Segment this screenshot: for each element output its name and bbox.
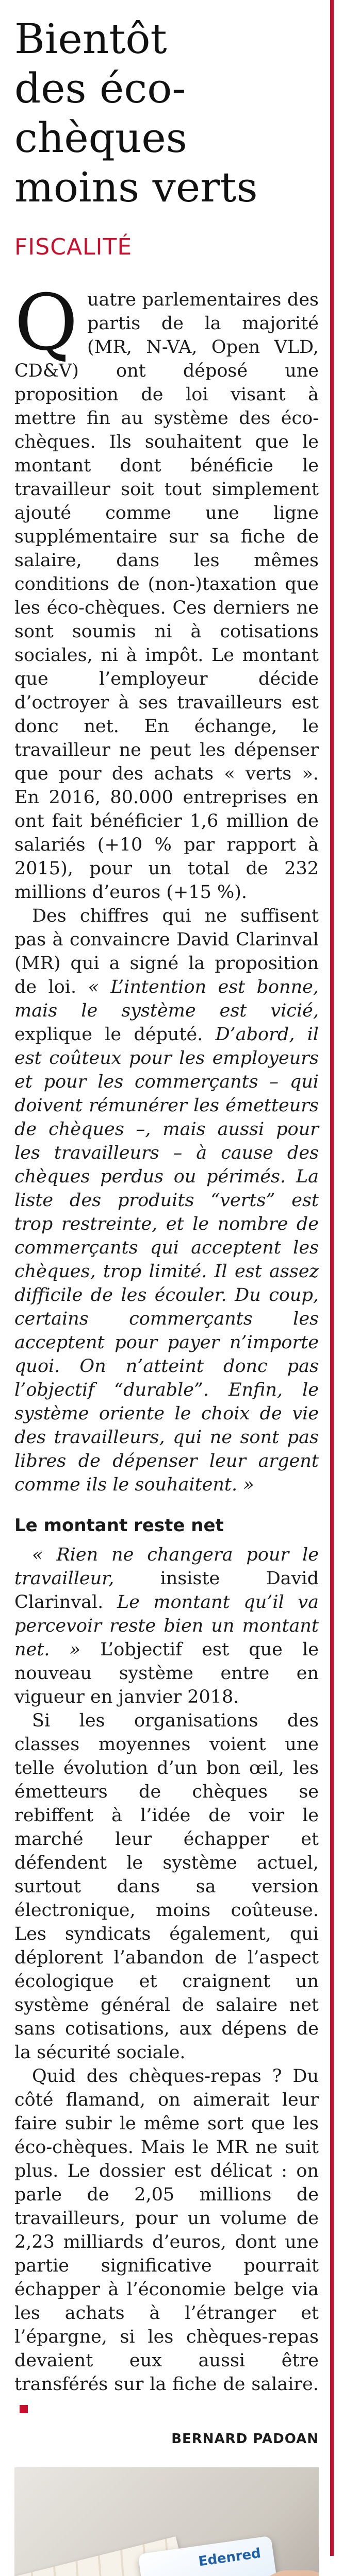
title-line: Bientôt [14,15,167,63]
drop-cap: Q [14,278,78,368]
end-mark [20,2405,28,2413]
quote-text: Le montant qu’il va percevoir reste bien un montant net. » [14,1592,319,1660]
quote-text: « L’intention est bonne, mais le système est vicié, [14,977,319,1021]
title-line: moins verts [14,163,258,211]
article-photo [14,2467,319,2576]
article-title [14,14,319,212]
paragraph-quote [14,904,319,1497]
quote-text: « Rien ne changera pour le travailleur, [14,1545,319,1589]
paragraph-text: uatre parlementaires des partis de la majorité (MR, N-VA, Open VLD, CD&V) ont déposé une proposition de loi visant à mettre fin au système des éco-chèques. Ils souhaitent que le montant dont bénéficie le travailleur soit tout simplement ajouté comme une ligne supplémentaire sur sa fiche de salaire, dans les mêmes conditions de (non-)taxation que les éco-chèques. Ces derniers ne sont soumis ni à cotisations sociales, ni à impôt. Le montant que l’employeur décide d’octroyer à ses travailleurs est donc net. En échange, le travailleur ne peut les dépenser que pour des achats « verts ». En 2016, 80.000 entreprises en ont fait bénéficier 1,6 million de salariés (+10 % par rapport à 2015), pour un total de 232 millions d’euros (+15 %). [14,290,319,903]
article-body [14,278,319,2420]
title-line: des éco-chèques [14,64,187,162]
paragraph-organisations: Si les organisations des classes moyennes voient une telle évolution d’un bon œil, les émetteurs de chèques se rebiffent à l’idée de voir le marché leur échapper et défendent le système actuel, surtout dans sa version électronique, moins coûteuse. Les syndicats également, qui déplorent l’abandon de l’aspect écologique et craignent un système général de salaire net sans cotisations, aux dépens de la sécurité sociale. [14,1710,319,2063]
article-column [14,14,319,2576]
paragraph-text: L’objectif est que le nouveau système entre en vigueur en janvier 2018. [14,1639,319,1707]
paragraph-text: insiste David Clarinval. [14,1568,319,1613]
paragraph-meal-vouchers [14,2064,319,2420]
section-kicker: FISCALITÉ [14,234,133,260]
paragraph-net [14,1543,319,1709]
quote-text: D’abord, il est coûteux pour les employeurs et pour les commerçants – qui doivent rémunérer les émetteurs de chèques –, mais aussi pour les travailleurs – à cause des chèques perdus ou périmés. La liste des produits “verts” est trop restreinte, et le nombre de commerçants qui acceptent les chèques, trop limité. Il est assez difficile de les écouler. Du coup, certains commerçants les acceptent pour payer n’importe quoi. On n’atteint donc pas l’objectif “durable”. Enfin, le système oriente le choix de vie des travailleurs, qui ne sont pas libres de dépenser leur argent comme ils le souhaitent. » [14,1024,319,1495]
paragraph-intro [14,278,319,904]
author-byline: BERNARD PADOAN [171,2431,319,2447]
paragraph-text: Des chiffres qui ne suffisent pas à convaincre David Clarinval (MR) qui a signé la proposition de loi. [14,906,319,997]
section-subhead: Le montant reste net [14,1515,224,1536]
paragraph-text: Quid des chèques-repas ? Du côté flamand, on aimerait leur faire subir le même sort que les éco-chèques. Mais le MR ne suit plus. Le dossier est délicat : on parle de 2,05 millions de travailleurs, pour un volume de 2,23 milliards d’euros, dont une partie significative pourrait échapper à l’économie belge via les achats à l’étranger et l’épargne, si les chèques-repas devaient eux aussi être transférés sur la fiche de salaire. [14,2066,319,2395]
card-brand-logo: Edenred [197,2545,262,2570]
paragraph-text: explique le député. [14,1024,216,1045]
page-edge-rule [330,0,334,2556]
